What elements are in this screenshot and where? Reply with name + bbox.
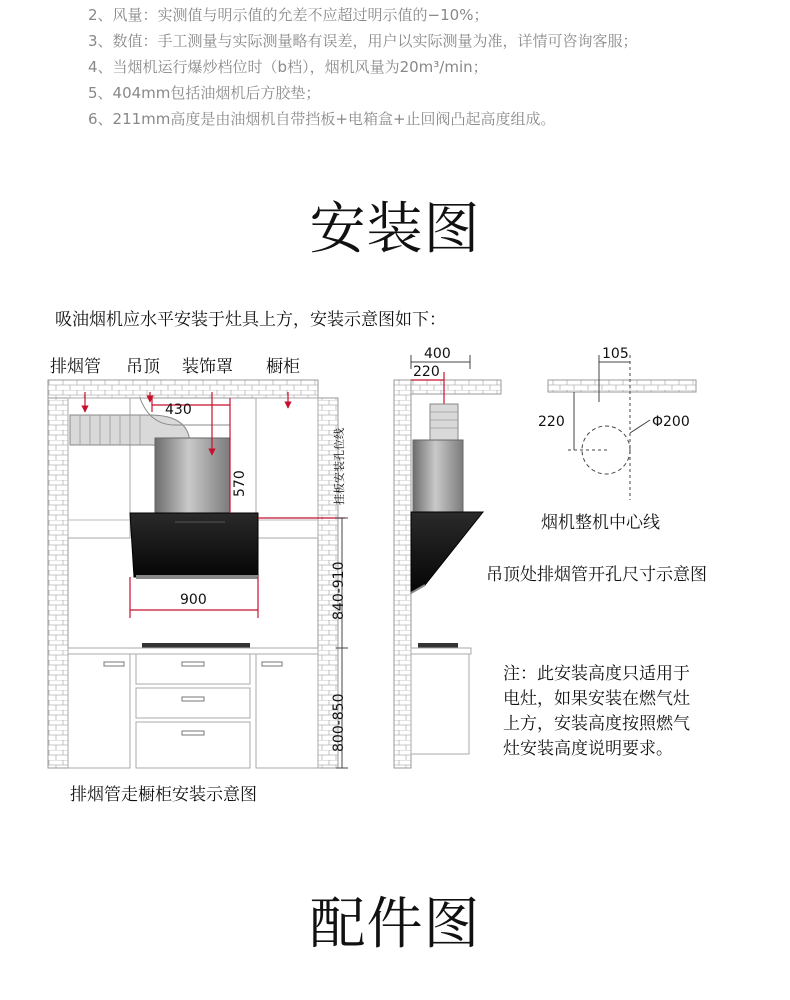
spec-note: 6、211mm高度是由油烟机自带挡板+电箱盒+止回阀凸起高度组成。 — [88, 110, 556, 128]
label-ceiling: 吊顶 — [126, 357, 160, 377]
side-countertop — [411, 648, 471, 654]
center-line-caption: 烟机整机中心线 — [541, 513, 660, 533]
dim-label-105: 105 — [602, 346, 629, 362]
lower-cabinet-left — [68, 654, 130, 768]
label-exhaust-pipe: 排烟管 — [50, 357, 101, 377]
spec-note: 2、风量：实测值与明示值的允差不应超过明示值的−10%； — [88, 6, 489, 24]
dim-label-diameter: Φ200 — [652, 414, 690, 430]
side-exhaust-pipe — [430, 404, 458, 440]
side-view — [394, 346, 501, 768]
diameter-leader — [630, 420, 650, 433]
label-cover: 装饰罩 — [182, 357, 233, 377]
spec-note: 4、当烟机运行爆炒档位时（b档），烟机风量为20m³/min； — [88, 58, 488, 76]
notice-line: 电灶，如果安装在燃气灶 — [503, 689, 690, 709]
hood-glass-panel — [130, 513, 258, 577]
dim-label-hole-220: 220 — [538, 414, 565, 430]
notice-line: 上方，安装高度按照燃气 — [503, 714, 690, 734]
notice-line: 注：此安装高度只适用于 — [503, 664, 690, 684]
front-ceiling-band — [48, 380, 318, 398]
side-ceiling — [411, 380, 501, 394]
lower-cabinet-right — [256, 654, 318, 768]
upper-cabinet-right — [256, 398, 318, 538]
drawer-1 — [136, 654, 250, 684]
dim-label-400: 400 — [424, 346, 451, 362]
dim-label-840-910: 840-910 — [331, 561, 347, 620]
side-hood — [411, 512, 483, 593]
parts-section-title: 配件图 — [309, 892, 481, 957]
hole-diagram-caption: 吊顶处排烟管开孔尺寸示意图 — [486, 565, 707, 585]
chimney-cover — [155, 438, 230, 513]
front-left-wall — [48, 398, 68, 768]
hole-ceiling — [548, 380, 696, 392]
spec-note: 5、404mm包括油烟机后方胶垫； — [88, 84, 321, 102]
cooktop — [142, 643, 250, 648]
install-notice — [503, 662, 763, 762]
notice-line: 灶安装高度说明要求。 — [503, 739, 673, 759]
dim-label-220: 220 — [413, 364, 440, 380]
dim-label-430: 430 — [165, 402, 192, 418]
label-cabinet: 橱柜 — [266, 357, 300, 377]
board-hole-label: 挂板安装孔位线 — [333, 428, 346, 505]
side-lower-cabinet — [411, 654, 469, 754]
front-view — [48, 380, 348, 768]
spec-note: 3、数值：手工测量与实际测量略有误差，用户以实际测量为准，详情可咨询客服； — [88, 32, 638, 50]
dim-label-900: 900 — [180, 592, 207, 608]
install-intro: 吸油烟机应水平安装于灶具上方，安装示意图如下： — [55, 310, 446, 330]
side-cooktop — [418, 643, 458, 648]
install-section-title: 安装图 — [309, 197, 481, 262]
dim-label-800-850: 800-850 — [331, 693, 347, 752]
hole-diagram — [538, 346, 696, 500]
side-chimney — [413, 440, 463, 512]
countertop — [68, 648, 318, 654]
front-view-caption: 排烟管走橱柜安装示意图 — [70, 785, 257, 805]
dim-label-570: 570 — [232, 470, 248, 497]
side-wall — [394, 380, 411, 768]
drawer-3 — [136, 722, 250, 768]
drawer-2 — [136, 688, 250, 718]
hood-bottom-edge — [136, 575, 258, 579]
